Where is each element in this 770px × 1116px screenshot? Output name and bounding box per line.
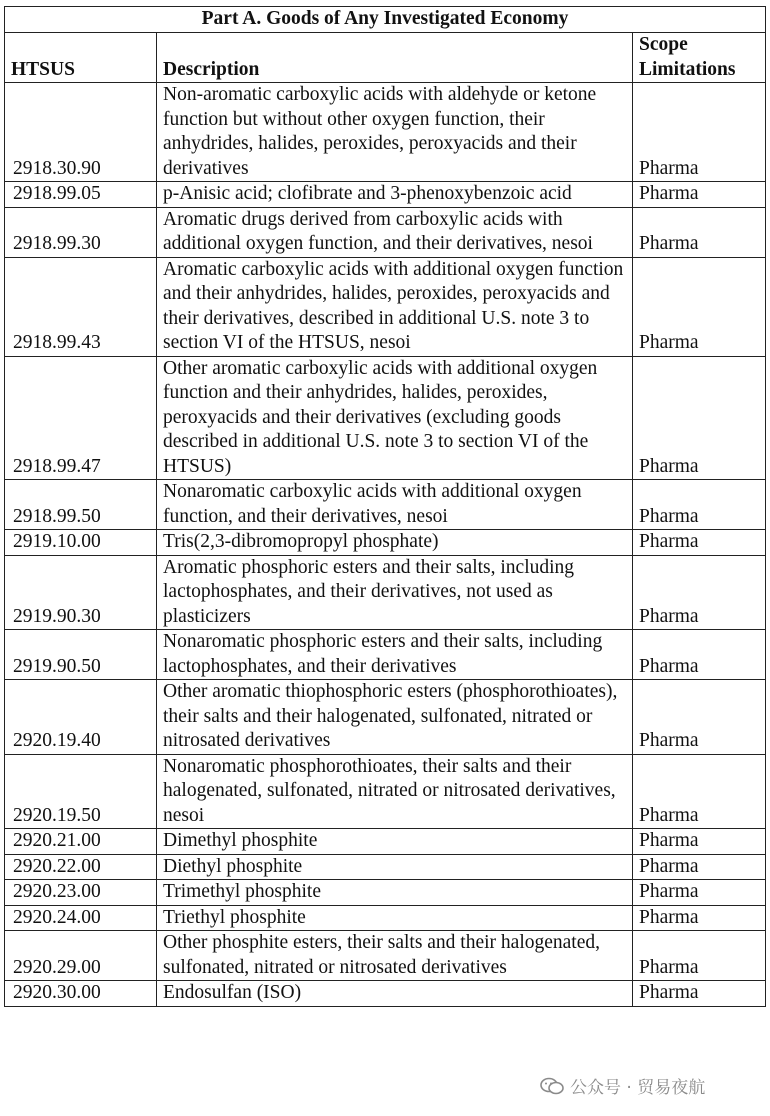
description-cell: Nonaromatic phosphoric esters and their salts, including lactophosphates, and their derivatives xyxy=(157,630,633,680)
description-cell: Other aromatic carboxylic acids with additional oxygen function and their anhydrides, halides, peroxides, peroxyacids and their derivatives (excluding goods described in additional U.S. note 3 to section VI of the HTSUS) xyxy=(157,356,633,480)
scope-cell: Pharma xyxy=(633,182,766,208)
description-cell: Non-aromatic carboxylic acids with aldehyde or ketone function but without other oxygen function, their anhydrides, halides, peroxides, peroxyacids and their derivatives xyxy=(157,83,633,182)
table-row xyxy=(5,829,766,855)
table-row xyxy=(5,83,766,182)
scope-cell: Pharma xyxy=(633,480,766,530)
htsus-code-cell: 2918.99.43 xyxy=(5,257,157,356)
description-cell: Other aromatic thiophosphoric esters (phosphorothioates), their salts and their halogenated, sulfonated, nitrated or nitrosated derivatives xyxy=(157,680,633,755)
htsus-code-cell: 2920.29.00 xyxy=(5,931,157,981)
watermark-text: 公众号 · 贸易夜航 xyxy=(570,1078,706,1098)
scope-cell: Pharma xyxy=(633,854,766,880)
table-row xyxy=(5,530,766,556)
description-cell: Nonaromatic phosphorothioates, their salts and their halogenated, sulfonated, nitrated or nitrosated derivatives, nesoi xyxy=(157,754,633,829)
htsus-code-cell: 2918.99.30 xyxy=(5,207,157,257)
scope-cell: Pharma xyxy=(633,630,766,680)
htsus-code-cell: 2918.99.50 xyxy=(5,480,157,530)
htsus-code-cell: 2919.90.30 xyxy=(5,555,157,630)
description-cell: Dimethyl phosphite xyxy=(157,829,633,855)
description-cell: Endosulfan (ISO) xyxy=(157,981,633,1007)
table-title: Part A. Goods of Any Investigated Economy xyxy=(5,7,766,33)
table-row xyxy=(5,754,766,829)
htsus-code-cell: 2920.21.00 xyxy=(5,829,157,855)
description-cell: p-Anisic acid; clofibrate and 3-phenoxybenzoic acid xyxy=(157,182,633,208)
table-body xyxy=(5,83,766,1007)
table-row xyxy=(5,257,766,356)
header-htsus: HTSUS xyxy=(5,33,157,83)
scope-cell: Pharma xyxy=(633,83,766,182)
table-row xyxy=(5,182,766,208)
scope-cell: Pharma xyxy=(633,905,766,931)
table-row xyxy=(5,630,766,680)
header-scope-limitations: Scope Limitations xyxy=(633,33,766,83)
scope-cell: Pharma xyxy=(633,555,766,630)
table-row xyxy=(5,880,766,906)
header-description: Description xyxy=(157,33,633,83)
scope-cell: Pharma xyxy=(633,981,766,1007)
htsus-code-cell: 2920.22.00 xyxy=(5,854,157,880)
table-row xyxy=(5,555,766,630)
htsus-table xyxy=(4,6,766,1007)
htsus-code-cell: 2918.99.47 xyxy=(5,356,157,480)
htsus-code-cell: 2920.30.00 xyxy=(5,981,157,1007)
description-cell: Trimethyl phosphite xyxy=(157,880,633,906)
table-row xyxy=(5,905,766,931)
table-row xyxy=(5,680,766,755)
htsus-code-cell: 2920.19.50 xyxy=(5,754,157,829)
scope-cell: Pharma xyxy=(633,257,766,356)
htsus-code-cell: 2920.19.40 xyxy=(5,680,157,755)
description-cell: Aromatic phosphoric esters and their salts, including lactophosphates, and their derivatives, not used as plasticizers xyxy=(157,555,633,630)
description-cell: Aromatic drugs derived from carboxylic acids with additional oxygen function, and their derivatives, nesoi xyxy=(157,207,633,257)
table-row xyxy=(5,207,766,257)
scope-cell: Pharma xyxy=(633,931,766,981)
description-cell: Nonaromatic carboxylic acids with additional oxygen function, and their derivatives, nesoi xyxy=(157,480,633,530)
description-cell: Other phosphite esters, their salts and their halogenated, sulfonated, nitrated or nitrosated derivatives xyxy=(157,931,633,981)
watermark xyxy=(540,1073,705,1098)
description-cell: Aromatic carboxylic acids with additional oxygen function and their anhydrides, halides, peroxides, peroxyacids and their derivatives, described in additional U.S. note 3 to section VI of the HTSUS, nesoi xyxy=(157,257,633,356)
htsus-code-cell: 2920.24.00 xyxy=(5,905,157,931)
table-row xyxy=(5,356,766,480)
htsus-code-cell: 2920.23.00 xyxy=(5,880,157,906)
table-row xyxy=(5,931,766,981)
wechat-icon xyxy=(540,1077,564,1095)
scope-cell: Pharma xyxy=(633,880,766,906)
scope-cell: Pharma xyxy=(633,207,766,257)
scope-cell: Pharma xyxy=(633,530,766,556)
htsus-code-cell: 2918.30.90 xyxy=(5,83,157,182)
htsus-code-cell: 2918.99.05 xyxy=(5,182,157,208)
scope-cell: Pharma xyxy=(633,356,766,480)
scope-cell: Pharma xyxy=(633,829,766,855)
description-cell: Triethyl phosphite xyxy=(157,905,633,931)
htsus-code-cell: 2919.10.00 xyxy=(5,530,157,556)
scope-cell: Pharma xyxy=(633,680,766,755)
description-cell: Diethyl phosphite xyxy=(157,854,633,880)
table-row xyxy=(5,480,766,530)
table-row xyxy=(5,854,766,880)
table-row xyxy=(5,981,766,1007)
description-cell: Tris(2,3-dibromopropyl phosphate) xyxy=(157,530,633,556)
htsus-code-cell: 2919.90.50 xyxy=(5,630,157,680)
document-page xyxy=(4,6,765,1007)
scope-cell: Pharma xyxy=(633,754,766,829)
